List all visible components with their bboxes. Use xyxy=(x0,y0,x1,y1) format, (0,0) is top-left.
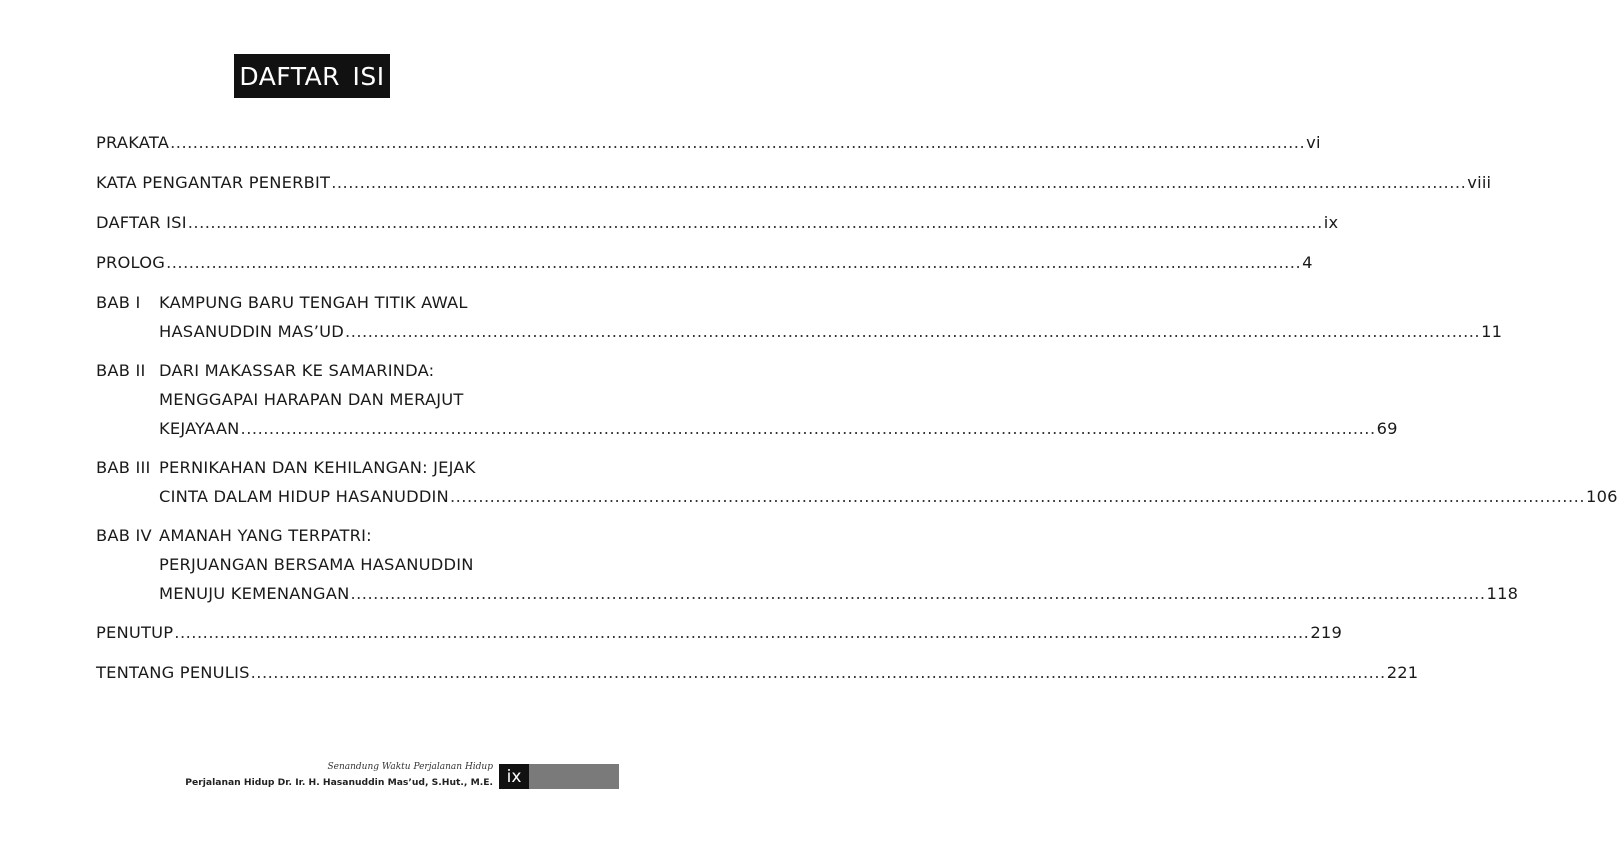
leader-dots: ........................................................................................................................................................................................................ xyxy=(240,419,1376,438)
toc-entry-label: PROLOG xyxy=(96,253,166,272)
toc-entry-page: viii xyxy=(1467,173,1492,192)
footer-page-number: ix xyxy=(499,764,529,789)
toc-entry-page: 69 xyxy=(1376,419,1398,438)
chapter-number: BAB IV xyxy=(96,526,152,545)
leader-dots: ........................................................................................................................................................................................................ xyxy=(449,487,1586,506)
toc-entry-page: vi xyxy=(1306,133,1321,152)
toc-entry-label: DAFTAR ISI xyxy=(96,213,187,232)
chapter-title-line: KEJAYAAN xyxy=(159,419,240,438)
page-title: DAFTAR ISI xyxy=(234,54,390,98)
toc-chapter-bab-4 xyxy=(96,521,1519,608)
chapter-title-line: AMANAH YANG TERPATRI: xyxy=(159,526,372,545)
chapter-title-line: MENUJU KEMENANGAN xyxy=(159,584,350,603)
chapter-title-line: PERJUANGAN BERSAMA HASANUDDIN xyxy=(159,555,474,574)
chapter-title-line: CINTA DALAM HIDUP HASANUDDIN xyxy=(159,487,449,506)
chapter-title-line: DARI MAKASSAR KE SAMARINDA: xyxy=(159,361,435,380)
toc-entry-page: 106 xyxy=(1586,487,1618,506)
table-of-contents xyxy=(96,128,1618,687)
toc-entry-penutup xyxy=(96,618,1343,647)
toc-entry-tentang-penulis xyxy=(96,658,1419,687)
toc-entry-daftar-isi xyxy=(96,208,1339,237)
leader-dots: ........................................................................................................................................................................................................ xyxy=(250,663,1386,682)
chapter-title-line: KAMPUNG BARU TENGAH TITIK AWAL xyxy=(159,293,468,312)
toc-entry-label: TENTANG PENULIS xyxy=(96,663,250,682)
chapter-number: BAB I xyxy=(96,293,141,312)
toc-chapter-bab-1 xyxy=(96,288,1503,346)
chapter-number: BAB II xyxy=(96,361,146,380)
footer-gray-bar xyxy=(529,764,619,789)
chapter-title-line: PERNIKAHAN DAN KEHILANGAN: JEJAK xyxy=(159,458,476,477)
toc-entry-prolog xyxy=(96,248,1313,277)
footer-series-title: Senandung Waktu Perjalanan Hidup xyxy=(327,762,493,772)
leader-dots: ........................................................................................................................................................................................................ xyxy=(187,213,1323,232)
toc-entry-page: 219 xyxy=(1310,623,1343,642)
leader-dots: ........................................................................................................................................................................................................ xyxy=(170,133,1306,152)
toc-entry-label: PENUTUP xyxy=(96,623,174,642)
footer-book-title: Perjalanan Hidup Dr. Ir. H. Hasanuddin Mas’ud, S.Hut., M.E. xyxy=(185,777,493,788)
toc-chapter-bab-2 xyxy=(96,356,1398,443)
chapter-number: BAB III xyxy=(96,458,151,477)
leader-dots: ........................................................................................................................................................................................................ xyxy=(174,623,1310,642)
toc-entry-label: PRAKATA xyxy=(96,133,170,152)
leader-dots: ........................................................................................................................................................................................................ xyxy=(350,584,1486,603)
toc-entry-page: ix xyxy=(1323,213,1339,232)
toc-entry-page: 221 xyxy=(1386,663,1419,682)
toc-entry-prakata xyxy=(96,128,1321,157)
chapter-title-line: MENGGAPAI HARAPAN DAN MERAJUT xyxy=(159,390,464,409)
toc-entry-page: 118 xyxy=(1486,584,1519,603)
toc-entry-kata-pengantar xyxy=(96,168,1492,197)
toc-entry-label: KATA PENGANTAR PENERBIT xyxy=(96,173,331,192)
leader-dots: ........................................................................................................................................................................................................ xyxy=(331,173,1467,192)
chapter-title-line: HASANUDDIN MAS’UD xyxy=(159,322,345,341)
toc-entry-page: 11 xyxy=(1481,322,1503,341)
toc-chapter-bab-3 xyxy=(96,453,1618,511)
leader-dots: ........................................................................................................................................................................................................ xyxy=(345,322,1481,341)
leader-dots: ........................................................................................................................................................................................................ xyxy=(166,253,1302,272)
toc-entry-page: 4 xyxy=(1302,253,1313,272)
